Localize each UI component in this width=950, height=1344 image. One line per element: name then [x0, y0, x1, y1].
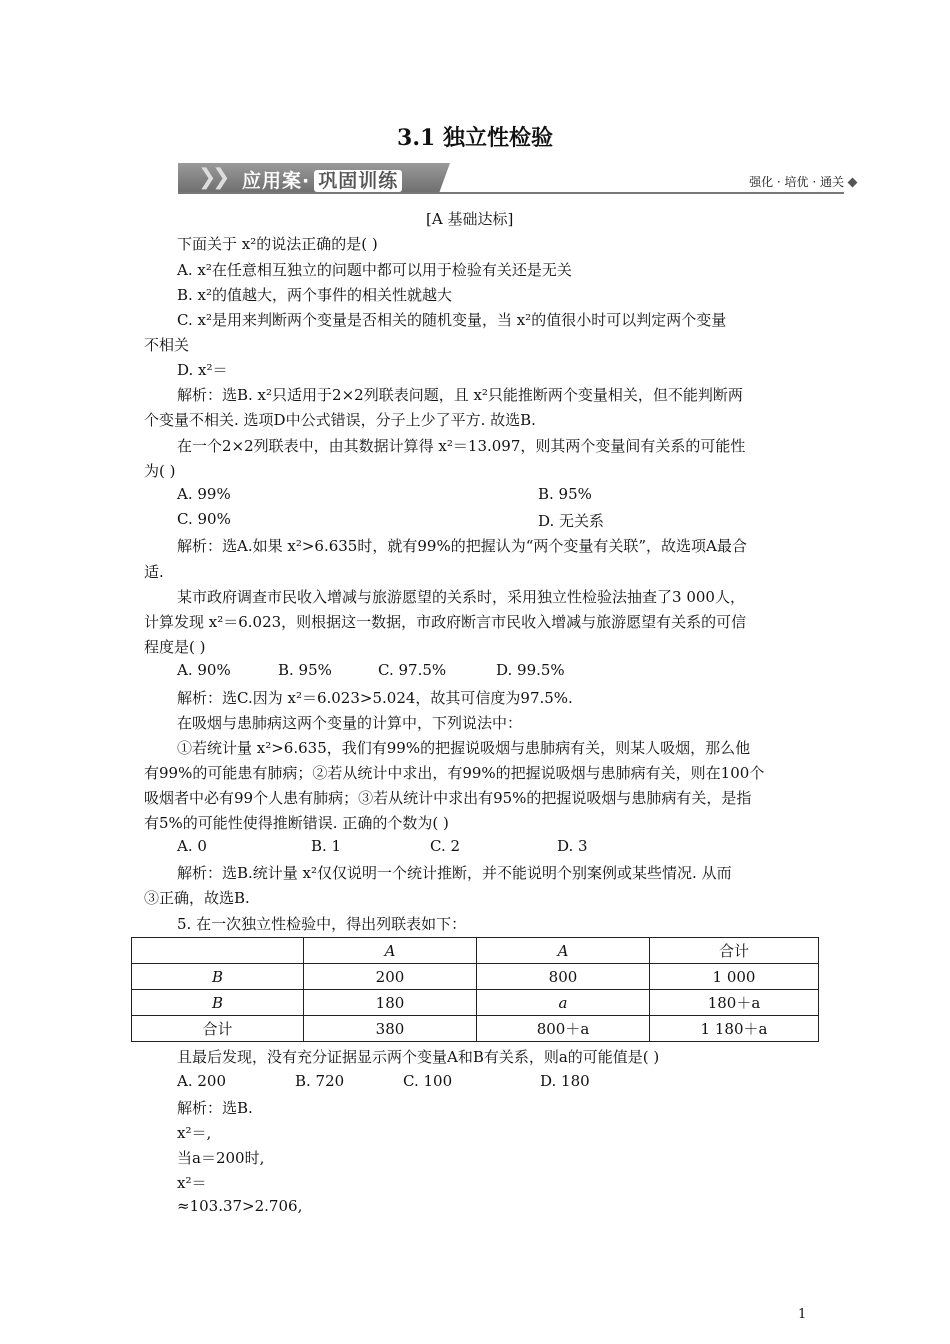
page-number: 1: [798, 1307, 807, 1322]
q1-option-b: B. x²的值越大，两个事件的相关性就越大: [177, 286, 453, 304]
q2-solution-line2: 适.: [144, 563, 164, 581]
q1-solution-line1: 解析：选B. x²只适用于2×2列联表问题，且 x²只能推断两个变量相关，但不能判断两: [177, 386, 743, 404]
q4-stem: 在吸烟与患肺病这两个变量的计算中，下列说法中：: [177, 714, 523, 732]
table-cell: 200: [304, 964, 477, 990]
q5-stem: 5. 在一次独立性检验中，得出列联表如下：: [177, 915, 467, 933]
q2-option-d: D. 无关系: [538, 512, 605, 530]
q2-option-b: B. 95%: [538, 485, 592, 503]
q4-option-c: C. 2: [430, 837, 461, 855]
banner-label-dot: ·: [302, 170, 311, 192]
q1-solution-line2: 个变量不相关. 选项D中公式错误，分子上少了平方. 故选B.: [144, 411, 536, 429]
q4-line1: ①若统计量 x²>6.635，我们有99%的把握说吸烟与患肺病有关，则某人吸烟，那么他: [177, 739, 751, 757]
q3-stem-line2: 计算发现 x²＝6.023，则根据这一数据，市政府断言市民收入增减与旅游愿望有关系的可信: [144, 613, 747, 631]
q1-option-c-line1: C. x²是用来判断两个变量是否相关的随机变量，当 x²的值很小时可以判定两个变量: [177, 311, 727, 329]
page-title: 3.1 独立性检验: [397, 125, 553, 151]
q3-solution: 解析：选C.因为 x²＝6.023>5.024，故其可信度为97.5%.: [177, 689, 573, 707]
q5-option-b: B. 720: [295, 1072, 345, 1090]
q4-option-b: B. 1: [311, 837, 342, 855]
q5-solution-line4: x²＝: [177, 1174, 207, 1192]
table-cell: 合计: [650, 938, 819, 964]
q4-line2: 有99%的可能患有肺病；②若从统计中求出，有99%的把握说吸烟与患肺病有关，则在100个: [144, 764, 765, 782]
table-cell: [132, 938, 304, 964]
q2-option-c: C. 90%: [177, 510, 231, 528]
q4-option-d: D. 3: [557, 837, 588, 855]
q1-option-d: D. x²＝: [177, 361, 228, 379]
q2-option-a: A. 99%: [177, 485, 231, 503]
table-cell: B: [132, 964, 304, 990]
q5-solution-line1: 解析：选B.: [177, 1099, 253, 1117]
table-cell: 1 000: [650, 964, 819, 990]
q4-solution-line1: 解析：选B.统计量 x²仅仅说明一个统计推断，并不能说明个别案例或某些情况. 从而: [177, 864, 732, 882]
contingency-table: [131, 937, 819, 1042]
q1-option-c-line2: 不相关: [144, 336, 190, 354]
q5-solution-line2: x²＝,: [177, 1124, 212, 1142]
banner-tagline: 强化 · 培优 · 通关: [749, 175, 844, 189]
table-row: [132, 1016, 819, 1042]
table-row: [132, 990, 819, 1016]
diamond-icon: [848, 178, 858, 188]
table-cell: A: [477, 938, 650, 964]
table-cell: B: [132, 990, 304, 1016]
section-heading: [A 基础达标]: [426, 210, 514, 228]
q5-option-d: D. 180: [540, 1072, 590, 1090]
q5-solution-line5: ≈103.37>2.706,: [177, 1197, 303, 1215]
q4-line3: 吸烟者中必有99个人患有肺病；③若从统计中求出有95%的把握说吸烟与患肺病有关，是指: [144, 789, 752, 807]
q1-stem: 下面关于 x²的说法正确的是( ): [177, 235, 378, 253]
banner-label-main: 应用案: [242, 170, 303, 192]
q4-solution-line2: ③正确，故选B.: [144, 889, 250, 907]
table-cell: 800: [477, 964, 650, 990]
q3-option-d: D. 99.5%: [496, 661, 565, 679]
q5-option-c: C. 100: [403, 1072, 453, 1090]
q2-stem-line1: 在一个2×2列联表中，由其数据计算得 x²＝13.097，则其两个变量间有关系的可能性: [177, 437, 746, 455]
banner-label-sub: 巩固训练: [314, 170, 402, 192]
table-cell: 800＋a: [477, 1016, 650, 1042]
table-cell: a: [477, 990, 650, 1016]
table-row: [132, 938, 819, 964]
q3-option-c: C. 97.5%: [378, 661, 447, 679]
table-cell: 1 180＋a: [650, 1016, 819, 1042]
q5-option-a: A. 200: [177, 1072, 226, 1090]
banner-label: [242, 166, 402, 193]
q5-solution-line3: 当a＝200时,: [177, 1149, 265, 1167]
table-cell: 180＋a: [650, 990, 819, 1016]
q2-stem-line2: 为( ): [144, 462, 176, 480]
q2-solution-line1: 解析：选A.如果 x²>6.635时，就有99%的把握认为“两个变量有关联”，故选项A最合: [177, 537, 747, 555]
table-cell: 180: [304, 990, 477, 1016]
table-cell: 合计: [132, 1016, 304, 1042]
chevron-right-icon: ❯: [212, 165, 231, 190]
q5-followup: 且最后发现，没有充分证据显示两个变量A和B有关系，则a的可能值是( ): [177, 1048, 660, 1066]
q4-option-a: A. 0: [177, 837, 207, 855]
table-cell: A: [304, 938, 477, 964]
q3-option-b: B. 95%: [278, 661, 332, 679]
q3-stem-line3: 程度是( ): [144, 638, 206, 656]
table-row: [132, 964, 819, 990]
q3-option-a: A. 90%: [177, 661, 231, 679]
table-cell: 380: [304, 1016, 477, 1042]
q3-stem-line1: 某市政府调查市民收入增减与旅游愿望的关系时，采用独立性检验法抽查了3 000人，: [177, 588, 745, 606]
chevron-right-icon: ❯: [198, 165, 217, 190]
q4-line4: 有5%的可能性使得推断错误. 正确的个数为( ): [144, 814, 449, 832]
q1-option-a: A. x²在任意相互独立的问题中都可以用于检验有关还是无关: [177, 261, 572, 279]
section-banner: [178, 163, 848, 195]
